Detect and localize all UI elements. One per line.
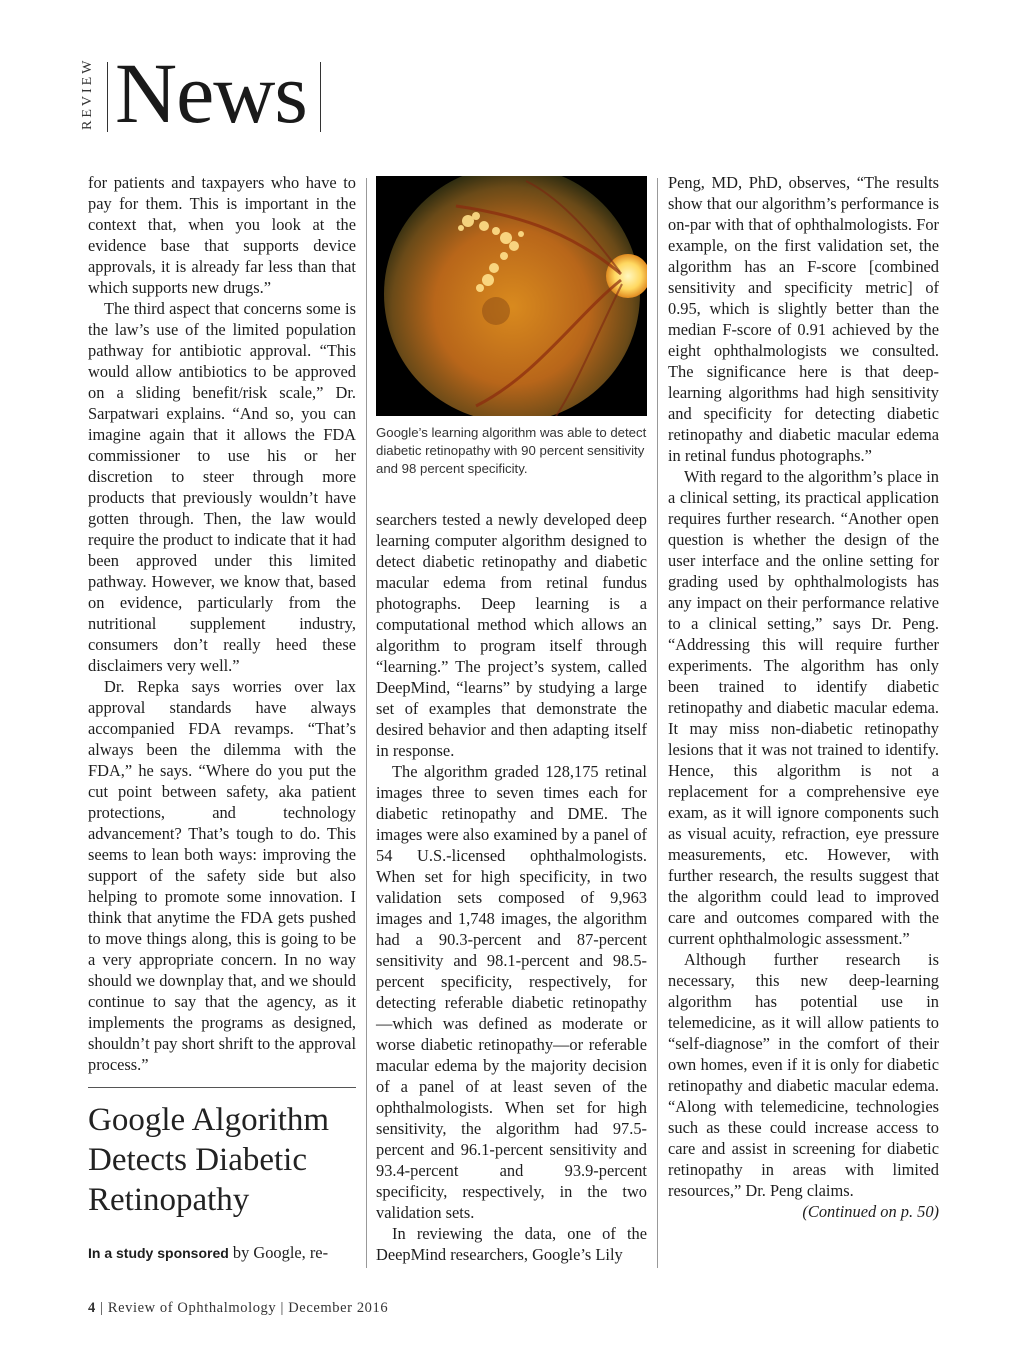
column-2	[376, 509, 647, 1265]
page-footer	[88, 1300, 388, 1317]
continued-note: (Continued on p. 50)	[802, 1202, 939, 1221]
retinal-fundus-photo	[376, 176, 647, 416]
figure-caption: Google’s learning algorithm was able to detect diabetic retinopathy with 90 percent sensitivity and 98 percent specificity.	[376, 425, 647, 476]
page-number: 4	[88, 1300, 96, 1316]
column-3	[668, 172, 939, 1222]
article-lead	[88, 1242, 356, 1264]
paragraph: In reviewing the data, one of the DeepMind researchers, Google’s Lily	[376, 1224, 647, 1264]
footer-separator: |	[276, 1300, 289, 1316]
section-title: News	[115, 45, 307, 141]
column-1	[88, 172, 356, 1075]
column-rule	[366, 178, 367, 1268]
lead-runin: In a study sponsored	[88, 1245, 229, 1261]
issue-date: December 2016	[288, 1300, 389, 1316]
paragraph: for patients and taxpayers who have to pay for them. This is important in the context that, when you look at the evidence base that supports device approvals, it is already far less than that which supports new drugs.”	[88, 173, 356, 297]
article-divider	[88, 1087, 356, 1088]
paragraph: With regard to the algorithm’s place in a clinical setting, its practical application requires further research. “Another open question is whether the design of the user interface and the online setting for grading used by ophthalmologists has any impact on their performance relative to a clinical setting,” says Dr. Peng. “Addressing this will require further experiments. The algorithm has only been trained to identify diabetic retinopathy and diabetic macular edema. It may miss non-diabetic retinopathy lesions that it was not trained to identify. Hence, this algorithm is not a replacement for a comprehensive eye exam, as it will ignore components such as visual acuity, refraction, eye pressure measurements, etc. However, with further research, the results suggest that the algorithm could lead to improved care and outcomes compared with the current ophthalmologic assessment.”	[668, 467, 939, 948]
paragraph: Peng, MD, PhD, observes, “The results show that our algorithm’s performance is on-par with that of ophthalmologists. For example, on the first validation set, the algorithm has an F-score [combined sensitivity and specificity metric] of 0.95, which is slightly better than the median F-score of 0.91 achieved by the eight ophthalmologists we consulted. The significance here is that deep-learning algorithms had high sensitivity and specificity for detecting diabetic retinopathy and diabetic macular edema in retinal fundus photographs.”	[668, 173, 939, 465]
paragraph: The algorithm graded 128,175 retinal images three to seven times each for diabetic retinopathy and DME. The images were also examined by a panel of 54 U.S.-licensed ophthalmologists. When set for high specificity, in two validation sets composed of 9,963 images and 1,748 images, the algorithm had a 90.3-percent and 87-percent sensitivity and 98.1-percent and 98.5-percent specificity, respectively, for detecting referable diabetic retinopathy—which was defined as moderate or worse diabetic retinopathy—or referable macular edema by the majority decision of a panel of at least seven of the ophthalmologists. When set for high sensitivity, the algorithm had 97.5-percent and 96.1-percent sensitivity and 93.4-percent and 93.9-percent specificity, respectively, in the two validation sets.	[376, 762, 647, 1222]
article-headline: Google Algorithm Detects Diabetic Retinopathy	[88, 1102, 330, 1218]
masthead-divider-right	[320, 62, 321, 132]
section-kicker: REVIEW	[80, 57, 95, 130]
column-rule	[657, 178, 658, 1268]
paragraph: The third aspect that concerns some is the law’s use of the limited population pathway for antibiotic approval. “This would allow antibiotics to be approved on a sliding benefit/risk scale,” Dr. Sarpatwari explains. “And so, you can imagine again that it allows the FDA commissioner to use his or her discretion to steer through more products that previously wouldn’t have gotten through. Then, the law would require the product to indicate that it had been approved under this limited pathway. However, we know that, based on evidence, particularly from the nutritional supplement industry, consumers don’t really heed these disclaimers very well.”	[88, 299, 356, 675]
footer-separator: |	[95, 1300, 108, 1316]
retina-image	[376, 176, 647, 416]
paragraph: Although further research is necessary, this new deep-learning algorithm has potential use in telemedicine, as it will allow patients to “self-diagnose” in the comfort of their own homes, even if it is only for diabetic retinopathy and diabetic macular edema. “Along with telemedicine, technologies such as these could increase access to care and assist in screening for diabetic retinopathy in areas with limited resources,” Dr. Peng claims.	[668, 950, 939, 1200]
masthead-divider-left	[107, 62, 108, 132]
paragraph: searchers tested a newly developed deep learning computer algorithm designed to detect diabetic retinopathy and diabetic macular edema from retinal fundus photographs. Deep learning is a computational method which allows an algorithm to program itself through “learning.” The project’s system, called DeepMind, “learns” by studying a large set of examples that demonstrate the desired behavior and then adapting itself in response.	[376, 510, 647, 760]
publication-name: Review of Ophthalmology	[107, 1300, 277, 1316]
paragraph: Dr. Repka says worries over lax approval standards have always accompanied FDA revamps. “That’s always been the dilemma with the FDA,” he says. “Where do you put the cut point between safety, aka patient protections, and technology advancement? That’s tough to do. This seems to lean both ways: improving the support of the safety side but also helping to promote some innovation. I think that anytime the FDA gets pushed to move things along, this is going to be a very appropriate concern. In no way should we downplay that, and we should continue to say that the agency, as it implements the programs as designed, shouldn’t pay short shrift to the approval process.”	[88, 677, 356, 1074]
lead-text: by Google, re-	[228, 1243, 329, 1262]
